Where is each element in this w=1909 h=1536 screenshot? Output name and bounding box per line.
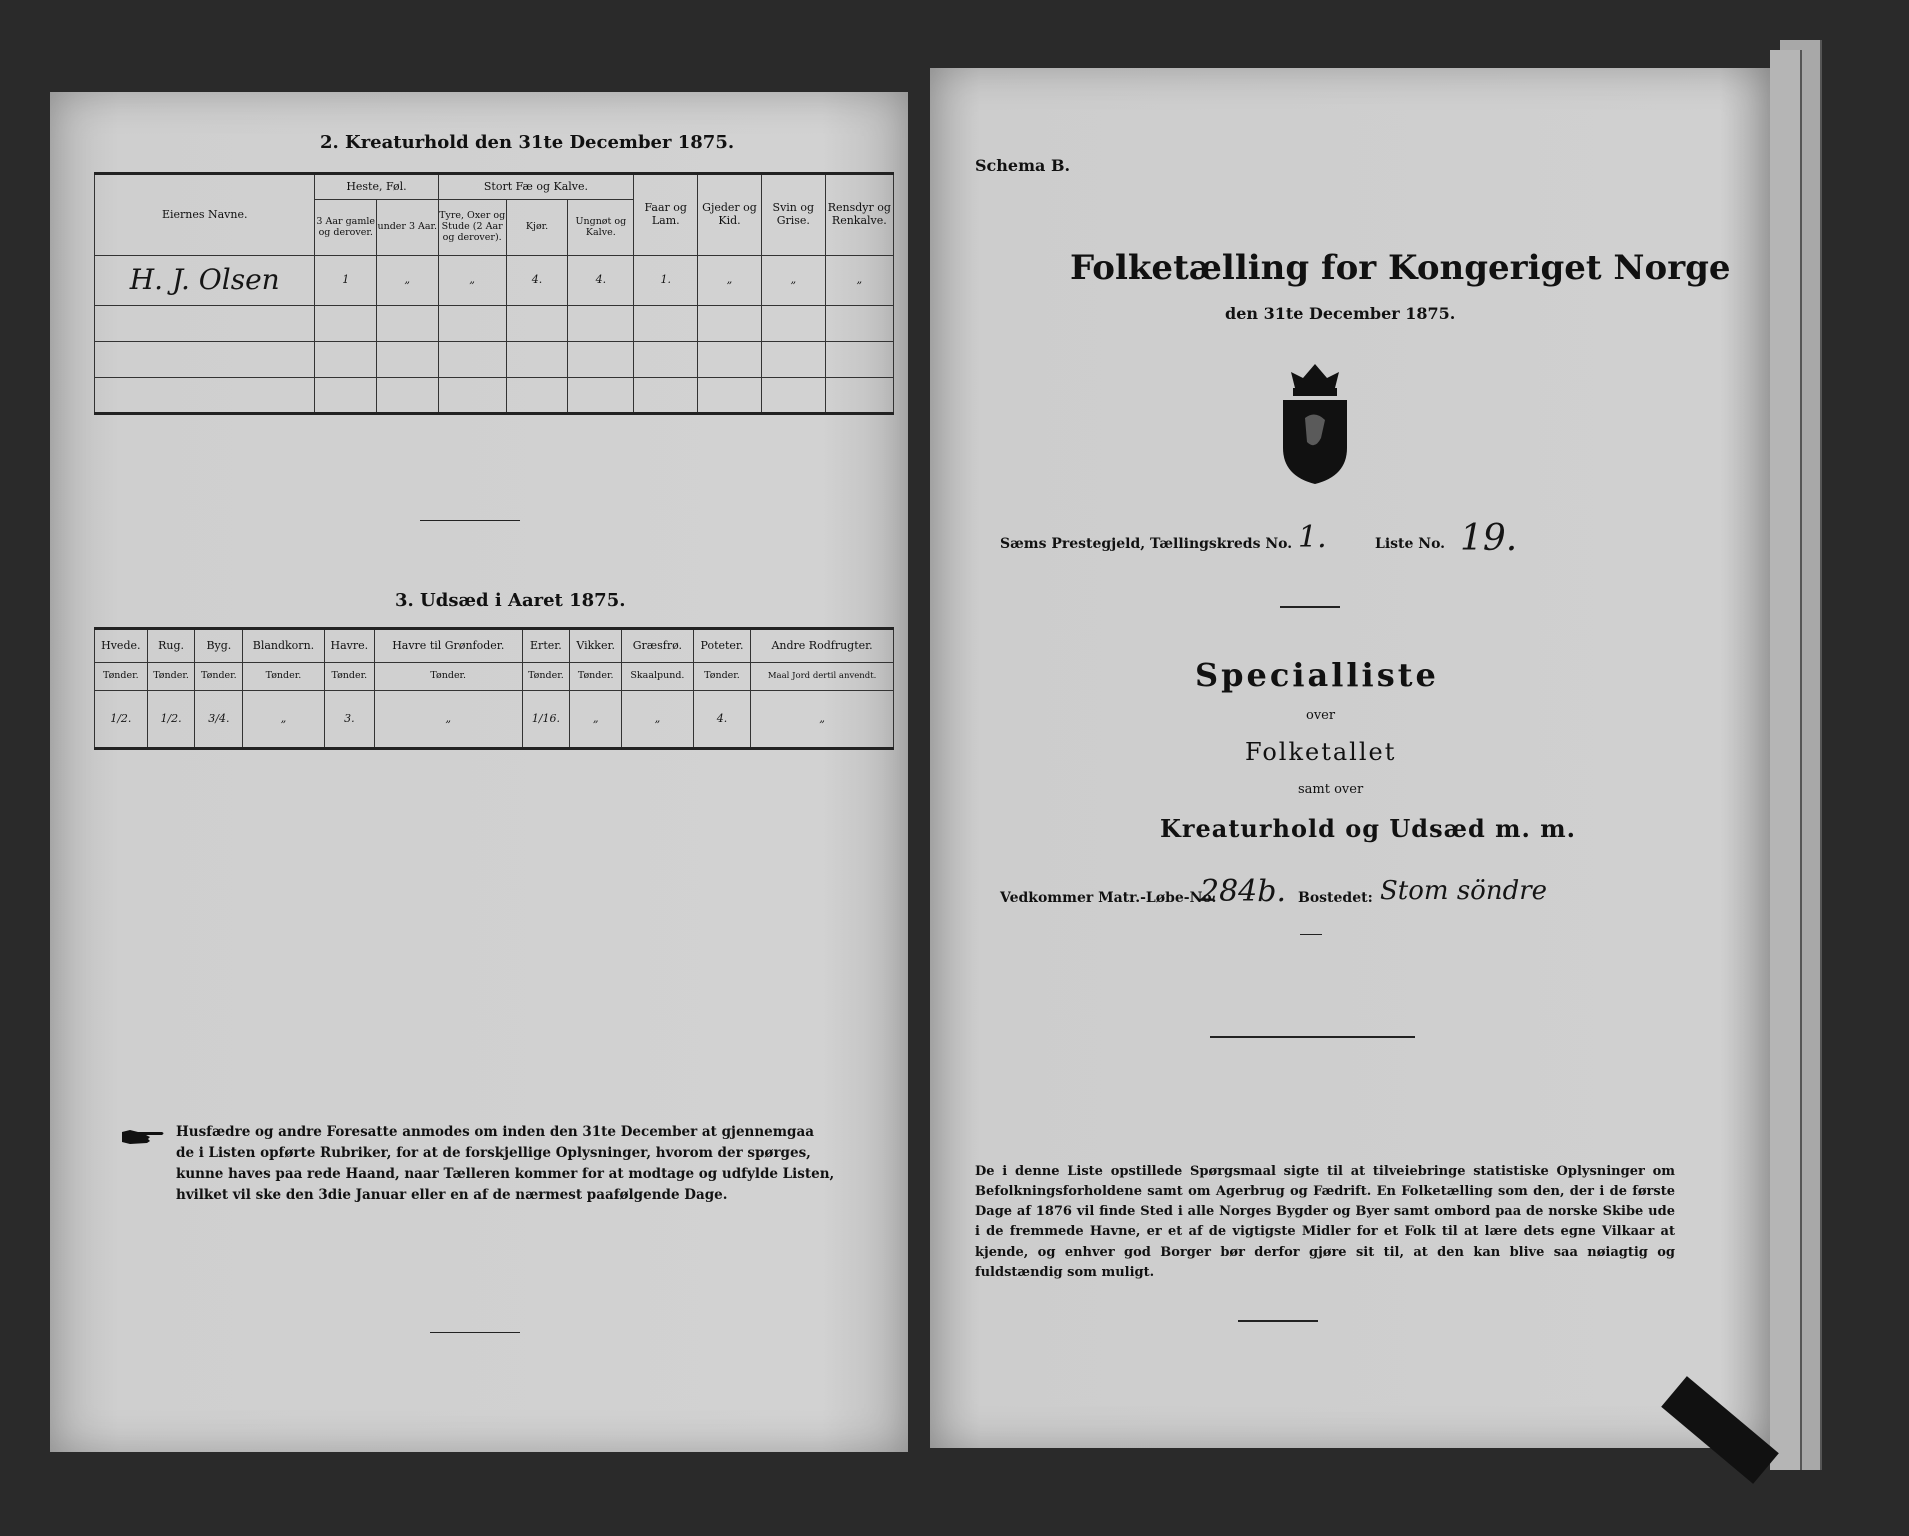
- cell-young-cattle: 4.: [568, 256, 634, 306]
- matr-no: 284b.: [1200, 874, 1287, 909]
- cell-horses-young: „: [376, 256, 438, 306]
- seed-unit: Tønder.: [243, 663, 324, 691]
- seed-unit: Tønder.: [195, 663, 243, 691]
- seed-value-hvede: 1/2.: [95, 691, 148, 749]
- seed-value-gronfoder: „: [375, 691, 523, 749]
- schema-label: Schema B.: [975, 156, 1071, 175]
- folketallet-title: Folketallet: [1245, 738, 1397, 766]
- header-goats: Gjeder og Kid.: [698, 174, 762, 256]
- seed-value-poteter: 4.: [693, 691, 750, 749]
- seed-value-graesfro: „: [622, 691, 694, 749]
- seed-unit: Tønder.: [570, 663, 622, 691]
- seed-value-rug: 1/2.: [147, 691, 195, 749]
- cell-owner: H. J. Olsen: [95, 256, 315, 306]
- separator-rule: [1280, 606, 1340, 608]
- table-row: [95, 342, 894, 378]
- seed-header-hvede: Hvede.: [95, 629, 148, 663]
- seed-unit: Tønder.: [693, 663, 750, 691]
- seed-unit: Skaalpund.: [622, 663, 694, 691]
- seed-header-rug: Rug.: [147, 629, 195, 663]
- seed-value-vikker: „: [570, 691, 622, 749]
- section3-title: 3. Udsæd i Aaret 1875.: [395, 590, 626, 611]
- list-no: 19.: [1460, 518, 1518, 559]
- parish-label: Sæms Prestegjeld, Tællingskreds No.: [1000, 536, 1293, 552]
- separator-rule: [420, 520, 520, 521]
- seed-value-havre: 3.: [324, 691, 374, 749]
- main-title: Folketælling for Kongeriget Norge: [1070, 248, 1731, 288]
- footer-rule: [430, 1332, 520, 1333]
- seed-value-erter: 1/16.: [522, 691, 570, 749]
- seed-header-poteter: Poteter.: [693, 629, 750, 663]
- matr-label: Vedkommer Matr.-Løbe-No.: [1000, 890, 1217, 906]
- header-horses-old: 3 Aar gamle og derover.: [315, 200, 377, 256]
- table-row: [95, 256, 894, 306]
- over-text: over: [1306, 708, 1336, 723]
- seed-header-havre: Havre.: [324, 629, 374, 663]
- seed-unit: Tønder.: [147, 663, 195, 691]
- table-row: [95, 691, 894, 749]
- bosted-label: Bostedet:: [1298, 890, 1373, 906]
- seed-unit: Maal Jord dertil anvendt.: [751, 663, 894, 691]
- separator-rule: [1210, 1036, 1415, 1038]
- seed-header-erter: Erter.: [522, 629, 570, 663]
- header-cattle: Stort Fæ og Kalve.: [438, 174, 634, 200]
- cell-cows: 4.: [506, 256, 568, 306]
- notice-text: Husfædre og andre Foresatte anmodes om inden den 31te December at gjennemgaa de i Listen opførte Rubriker, for at de forskjellige Oplysninger, hvorom der spørges, kunne haves paa rede Haand, naar Tælleren kommer for at modtage og udfylde Listen, hvilket vil ske den 3die Januar eller en af de nærmest paafølgende Dage.: [176, 1124, 835, 1203]
- intro-paragraph: De i denne Liste opstillede Spørgsmaal sigte til at tilveiebringe statistiske Oplysninger om Befolkningsforholdene samt om Agerbrug og Fædrift. En Folketælling som den, der i de første Dage af 1876 vil finde Sted i alle Norges Bygder og Byer samt ombord paa de norske Skibe ude i de fremmede Havne, er et af de vigtigste Midler for et Folk til at lære dets egne Vilkaar at kjende, og enhver god Borger bør derfor gjøre sit til, at den kan blive saa nøiagtig og fuldstændig som muligt.: [975, 1164, 1675, 1280]
- date-line: den 31te December 1875.: [1225, 304, 1456, 323]
- right-page: [930, 68, 1770, 1448]
- district-no: 1.: [1298, 520, 1327, 555]
- footer-rule: [1238, 1320, 1318, 1322]
- seed-header-gronfoder: Havre til Grønfoder.: [375, 629, 523, 663]
- cell-goats: „: [698, 256, 762, 306]
- seed-value-blandkorn: „: [243, 691, 324, 749]
- seed-header-vikker: Vikker.: [570, 629, 622, 663]
- table-row: [95, 306, 894, 342]
- livestock-table: [94, 172, 894, 415]
- pointing-hand-icon: [120, 1126, 166, 1146]
- header-reindeer: Rensdyr og Renkalve.: [825, 174, 893, 256]
- seed-value-rodfrugter: „: [751, 691, 894, 749]
- cell-oxen: „: [438, 256, 506, 306]
- left-page: [50, 92, 908, 1452]
- seed-unit: Tønder.: [522, 663, 570, 691]
- header-sheep: Faar og Lam.: [634, 174, 698, 256]
- seed-table: [94, 627, 894, 750]
- section2-title: 2. Kreaturhold den 31te December 1875.: [320, 132, 735, 153]
- page-stack-edge: [1770, 50, 1802, 1470]
- table-row: [95, 378, 894, 414]
- list-label: Liste No.: [1375, 536, 1446, 552]
- cell-reindeer: „: [825, 256, 893, 306]
- header-owner: Eiernes Navne.: [95, 174, 315, 256]
- cell-pigs: „: [761, 256, 825, 306]
- samt-over-text: samt over: [1298, 782, 1364, 797]
- seed-unit: Tønder.: [324, 663, 374, 691]
- header-horses: Heste, Føl.: [315, 174, 438, 200]
- seed-unit: Tønder.: [375, 663, 523, 691]
- header-pigs: Svin og Grise.: [761, 174, 825, 256]
- header-young-cattle: Ungnøt og Kalve.: [568, 200, 634, 256]
- cell-horses-old: 1: [315, 256, 377, 306]
- seed-header-blandkorn: Blandkorn.: [243, 629, 324, 663]
- seed-header-graesfro: Græsfrø.: [622, 629, 694, 663]
- header-cows: Kjør.: [506, 200, 568, 256]
- seed-unit: Tønder.: [95, 663, 148, 691]
- coat-of-arms-icon: [1275, 358, 1355, 488]
- header-oxen: Tyre, Oxer og Stude (2 Aar og derover).: [438, 200, 506, 256]
- header-horses-young: under 3 Aar.: [376, 200, 438, 256]
- separator-rule: [1300, 934, 1322, 935]
- seed-header-rodfrugter: Andre Rodfrugter.: [751, 629, 894, 663]
- seed-value-byg: 3/4.: [195, 691, 243, 749]
- bosted-value: Stom söndre: [1380, 876, 1548, 906]
- kreaturhold-title: Kreaturhold og Udsæd m. m.: [1160, 814, 1576, 843]
- seed-header-byg: Byg.: [195, 629, 243, 663]
- cell-sheep: 1.: [634, 256, 698, 306]
- specialliste-title: Specialliste: [1195, 656, 1439, 694]
